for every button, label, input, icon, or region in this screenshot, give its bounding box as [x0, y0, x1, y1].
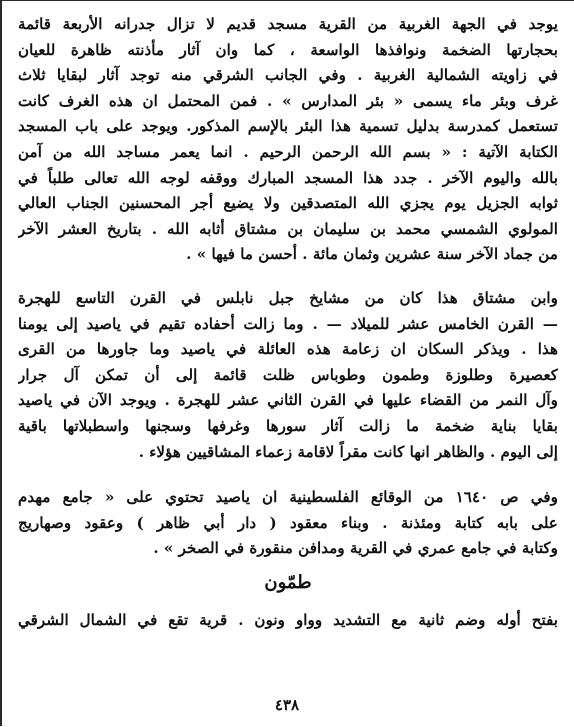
text-line: تستعمل كمدرسة بدليل تسمية هذا البئر بالإسم المذكور. ويوجد على باب المسجد [18, 117, 558, 136]
text-line: وابن مشتاق هذا كان من مشايخ جبل نابلس في القرن التاسع للهجرة [18, 288, 558, 307]
text-line: بقايا بناية ضخمة ما زالت آثار سورها وغرفها وسجنها واسطبلاتها باقية [18, 416, 558, 435]
text-line: بالله واليوم الآخر . جدد هذا المسجد المبارك ووقفه لوجه الله تعالى طلباً في [18, 168, 558, 187]
paragraph-spacer [18, 268, 558, 286]
text-line: في زاويته الشمالية الغربية . وفي الجانب الشرقي منه توجد آثار لبقايا ثلاث [18, 66, 558, 85]
text-line: وفي ص ١٦٤٠ من الوقائع الفلسطينية ان ياصيد تحتوي على « جامع مهدم [18, 488, 558, 507]
text-line: — القرن الخامس عشر للميلاد — . وما زالت أحفاده تقيم في ياصيد إلى يومنا [18, 314, 558, 333]
paragraph-palestinian-records [18, 485, 558, 562]
text-line: وآل النمر من القضاء عليها في القرن الثاني عشر للهجرة . ويوجد الآن في ياصيد [18, 391, 558, 410]
text-line: بفتح أوله وضم ثانية مع التشديد وواو ونون . قرية تقع في الشمال الشرقي [18, 610, 558, 629]
text-line: من جماد الآخر سنة عشرين وثمان مائة . أحسن ما فيها » . [186, 245, 558, 264]
paragraph-tammun [18, 608, 558, 634]
text-line: إلى اليوم . والظاهر انها كانت مقراً لاقامة زعماء المشاقيين هؤلاء . [138, 442, 558, 461]
text-line: يوجد في الجهة الغربية من القرية مسجد قديم لا تزال جدرانه الأربعة قائمة [18, 15, 558, 33]
page-number: ٤٣٨ [274, 696, 300, 714]
document-page [18, 12, 558, 633]
text-line: بحجارتها الضخمة ونوافذها الواسعة ، كما وان آثار مأذنته ظاهرة للعيان [18, 40, 558, 59]
text-line: ثوابه الجزيل يوم يجزي الله المتصدقين ولا يضيع أجر المحسنين الجناب العالي [18, 194, 558, 213]
text-line: كعصيرة وطلوزة وطمون وطوباس ظلت قائمة إلى أن تمكن آل جرار [18, 365, 558, 384]
text-line: هذا . ويذكر السكان ان زعامة هذه العائلة في ياصيد وما جاورها من القرى [18, 340, 558, 359]
text-line: الكتابة الآتية : « بسم الله الرحمن الرحيم . انما يعمر مساجد الله من آمن [18, 142, 558, 161]
text-line: غرف وبئر ماء يسمى « بئر المدارس » . فمن المحتمل ان هذه الغرف كانت [18, 91, 558, 110]
paragraph-ibn-mushtaq [18, 286, 558, 465]
paragraph-spacer [18, 465, 558, 485]
section-heading: طمّون [264, 571, 312, 593]
text-line: المولوي الشمسي محمد بن سليمان بن مشتاق أثابه الله . بتاريخ العشر الآخر [18, 219, 558, 238]
text-line: على بابه كتابة ومئذنة . وبناء معقود ( دار أبي ظاهر ) وعقود وصهاريج [18, 513, 558, 532]
text-line: وكتابة في جامع عمري في القرية ومدافن منقورة في الصخر » . [153, 539, 558, 558]
paragraph-mosque-description [18, 12, 558, 268]
